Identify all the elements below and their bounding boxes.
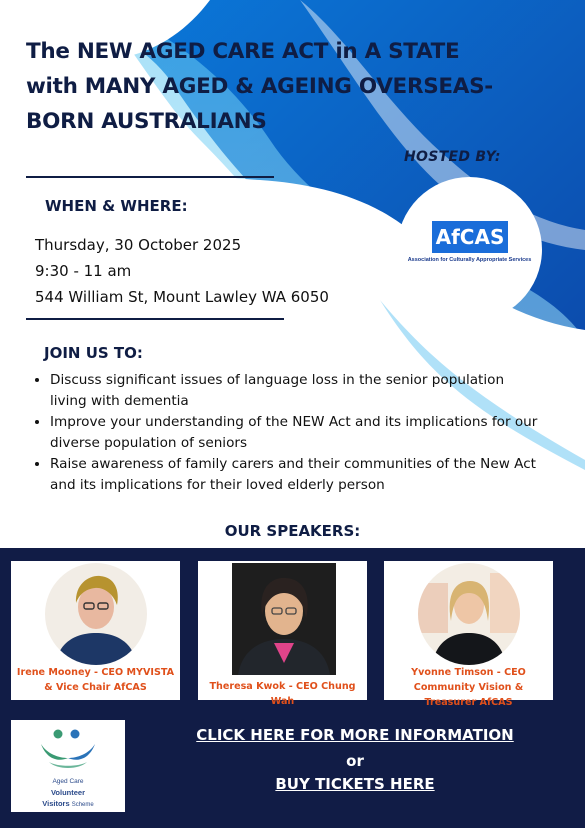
speaker-card-irene-mooney xyxy=(11,561,180,700)
list-item: • Raise awareness of family carers and their communities of the New Act and its implications for their loved elderly person xyxy=(50,454,540,496)
afcas-logo-subtitle: Association for Culturally Appropriate Services xyxy=(407,257,532,263)
speaker-photo xyxy=(418,563,520,665)
buy-tickets-link[interactable]: BUY TICKETS HERE xyxy=(275,775,435,793)
afcas-logo[interactable] xyxy=(397,177,542,322)
logo-line: Scheme xyxy=(71,802,94,808)
speaker-photo xyxy=(232,563,336,675)
list-item: • Improve your understanding of the NEW Act and its implications for our diverse population of seniors xyxy=(50,412,540,454)
logo-line: Visitors xyxy=(42,799,70,808)
speaker-name: Irene Mooney - CEO MYVISTA & Vice Chair AfCAS xyxy=(16,667,175,693)
divider-top xyxy=(26,176,274,178)
speaker-card-theresa-kwok xyxy=(198,561,367,707)
speaker-name: Yvonne Timson - CEO Community Vision & Treasurer AfCAS xyxy=(411,667,526,708)
event-details xyxy=(35,232,329,310)
logo-line: Volunteer xyxy=(50,788,86,797)
join-us-heading: JOIN US TO: xyxy=(44,344,143,362)
speaker-photo xyxy=(45,563,147,665)
speakers-heading: OUR SPEAKERS: xyxy=(224,522,361,540)
volunteer-visitors-logo[interactable] xyxy=(11,720,125,812)
event-time: 9:30 - 11 am xyxy=(35,262,132,280)
afcas-logo-mark: AfCAS xyxy=(432,221,508,253)
hands-logo-icon xyxy=(11,720,125,776)
speaker-card-yvonne-timson xyxy=(384,561,553,708)
event-title: The NEW AGED CARE ACT in A STATE with MANY AGED & AGEING OVERSEAS-BORN AUSTRALIANS xyxy=(26,39,493,134)
hosted-by-label: HOSTED BY: xyxy=(404,149,501,165)
logo-line: Aged Care xyxy=(52,778,84,785)
divider-middle xyxy=(26,318,284,320)
join-list xyxy=(30,370,540,496)
when-where-heading: WHEN & WHERE: xyxy=(45,197,188,215)
event-date: Thursday, 30 October 2025 xyxy=(35,236,242,254)
volunteer-visitors-text xyxy=(11,776,125,811)
list-item: • Discuss significant issues of language loss in the senior population living with dementia xyxy=(50,370,540,412)
or-label: or xyxy=(346,752,364,770)
event-address: 544 William St, Mount Lawley WA 6050 xyxy=(35,288,329,306)
more-information-link[interactable]: CLICK HERE FOR MORE INFORMATION xyxy=(196,726,514,744)
speaker-name: Theresa Kwok - CEO Chung Wah xyxy=(209,681,356,707)
